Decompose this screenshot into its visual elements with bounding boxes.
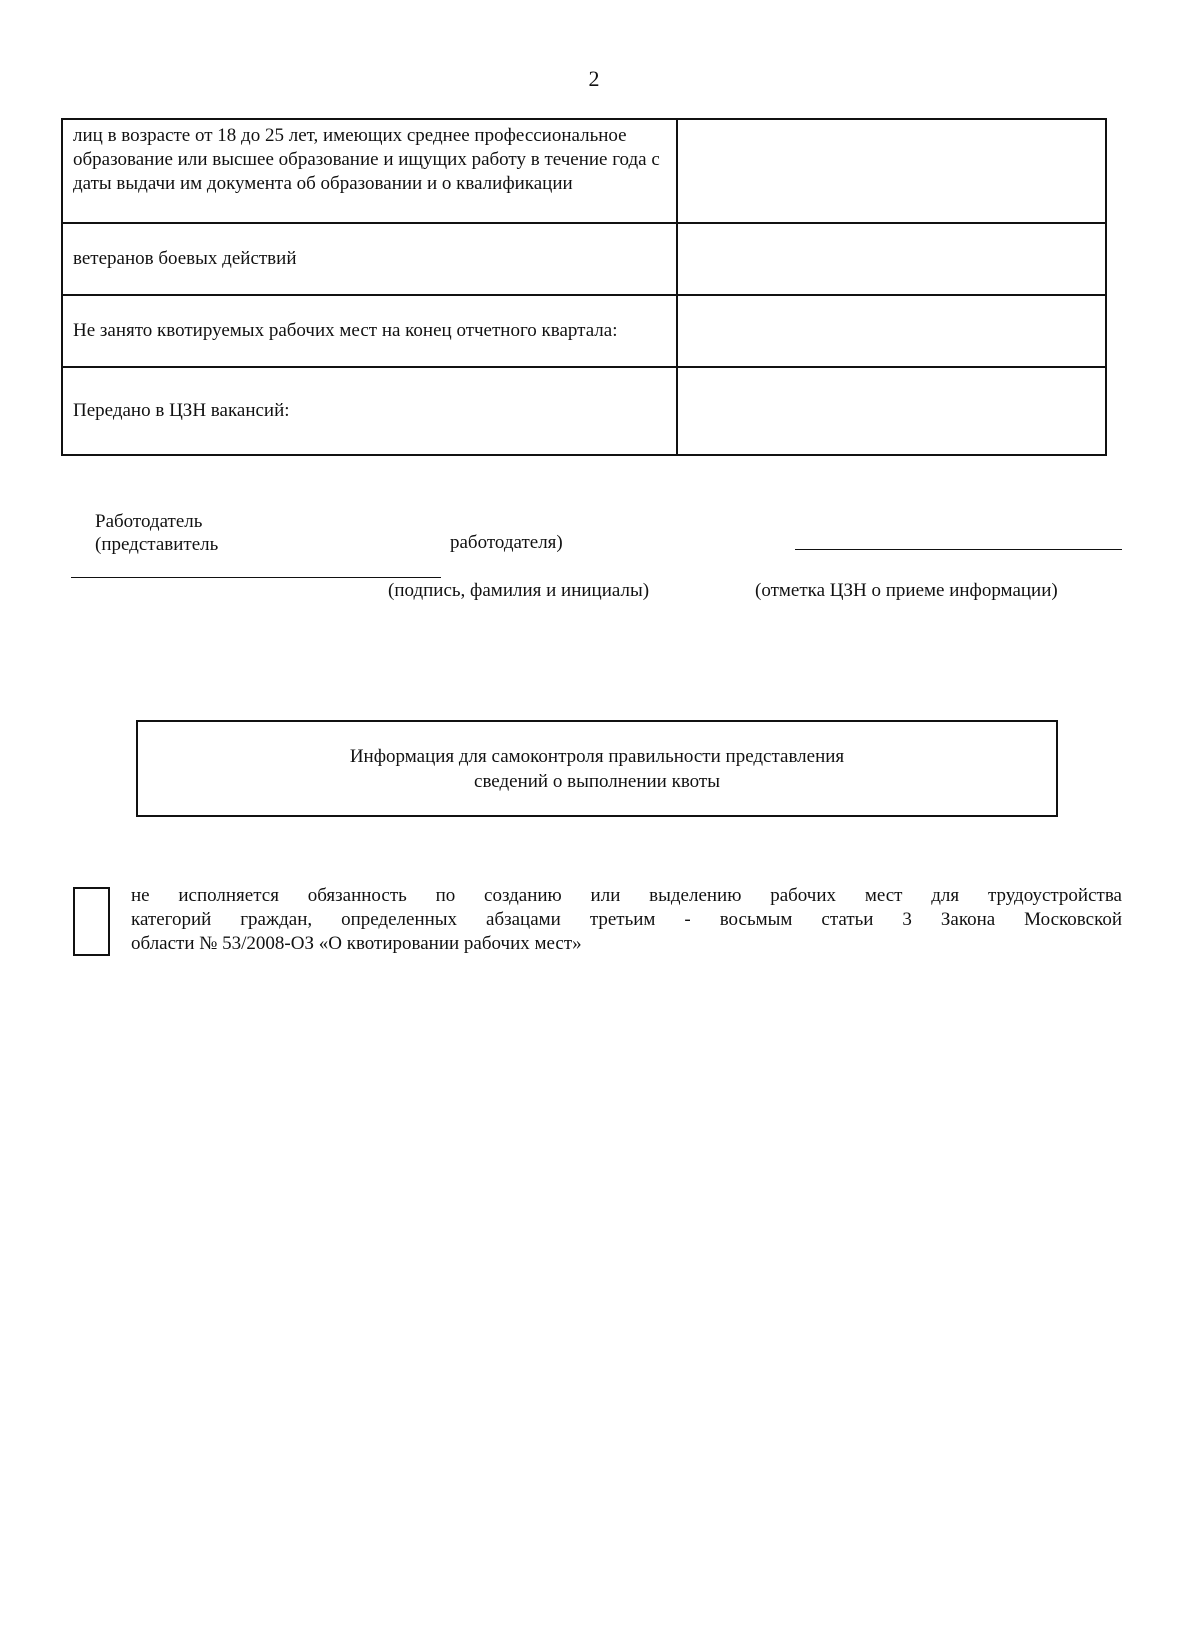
obligation-line-1: не исполняется обязанность по созданию или выделению рабочих мест для трудоустройства xyxy=(131,885,1122,906)
row-value-input[interactable] xyxy=(677,367,1106,455)
row-value-input[interactable] xyxy=(677,119,1106,223)
czn-mark-line[interactable] xyxy=(795,549,1122,550)
obligation-checkbox[interactable] xyxy=(73,887,110,956)
obligation-text xyxy=(131,884,1122,956)
czn-mark-caption: (отметка ЦЗН о приеме информации) xyxy=(755,580,1058,601)
page-number: 2 xyxy=(588,66,600,91)
employer-label: Работодатель xyxy=(95,511,203,532)
obligation-line-2: категорий граждан, определенных абзацами третьим - восьмым статьи 3 Закона Московской xyxy=(131,909,1122,930)
row-label: ветеранов боевых действий xyxy=(62,223,677,295)
table-row xyxy=(62,295,1106,367)
table-row xyxy=(62,367,1106,455)
row-label: Передано в ЦЗН вакансий: xyxy=(62,367,677,455)
row-value-input[interactable] xyxy=(677,223,1106,295)
obligation-line-3: области № 53/2008-ОЗ «О квотировании рабочих мест» xyxy=(131,933,582,954)
selfcheck-info-box xyxy=(136,720,1058,817)
quota-table xyxy=(61,118,1107,456)
table-row xyxy=(62,119,1106,223)
signature-caption: (подпись, фамилия и инициалы) xyxy=(388,580,650,601)
selfcheck-line-2: сведений о выполнении квоты xyxy=(474,770,720,792)
row-label: Не занято квотируемых рабочих мест на конец отчетного квартала: xyxy=(62,295,677,367)
row-value-input[interactable] xyxy=(677,295,1106,367)
table-row xyxy=(62,223,1106,295)
employer-rep-label-cont: работодателя) xyxy=(450,532,563,553)
selfcheck-line-1: Информация для самоконтроля правильности представления xyxy=(349,745,845,767)
employer-rep-label: (представитель xyxy=(95,534,219,555)
row-label: лиц в возрасте от 18 до 25 лет, имеющих среднее профессиональное образование или высшее образование и ищущих работу в течение года с даты выдачи им документа об образовании и о квалификации xyxy=(62,119,677,223)
signature-line[interactable] xyxy=(71,577,441,578)
